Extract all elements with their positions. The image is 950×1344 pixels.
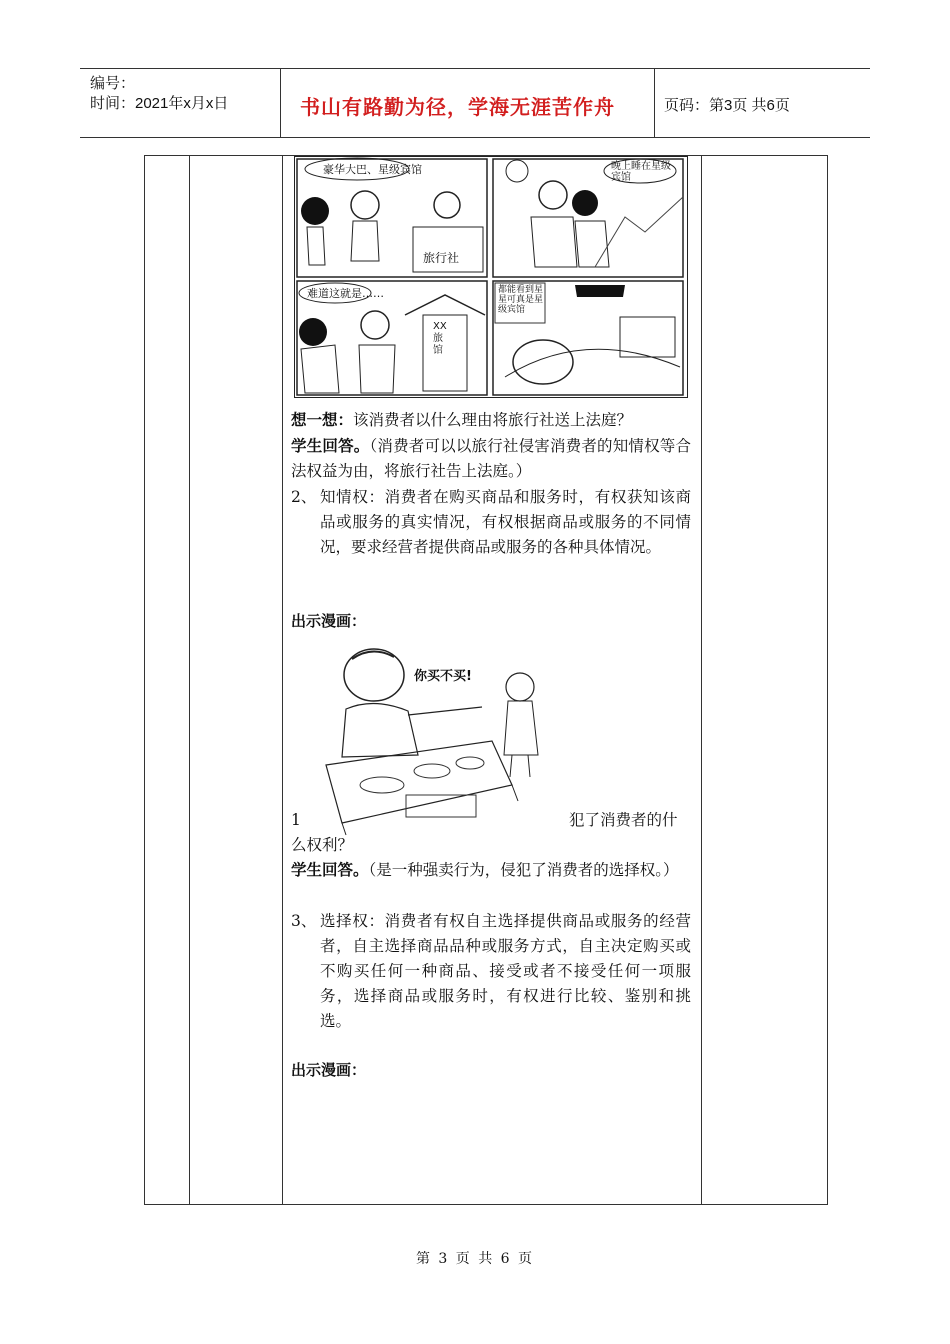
answer-2-label: 学生回答。 [291, 861, 369, 879]
answer-2-text: （是一种强卖行为，侵犯了消费者的选择权。） [368, 861, 679, 879]
serial-label: 编号： [90, 75, 136, 92]
question-1-label: 想一想： [291, 411, 354, 429]
answer-1 [291, 434, 691, 484]
date-label: 时间：2021年x月x日 [90, 95, 229, 112]
question-1-text: 该消费者以什么理由将旅行社送上法庭？ [353, 411, 633, 429]
list-item-number: 2、 [291, 488, 317, 506]
comic1-bubble-4: 都能看到星星可真是星级宾馆 [498, 285, 544, 315]
show-comic-label-1: 出示漫画： [291, 612, 367, 630]
answer-1-label: 学生回答。 [291, 437, 370, 455]
page-info: 页码：第3页 共6页 [664, 97, 790, 114]
forced-sale-comic [322, 645, 582, 837]
show-comic-label-2: 出示漫画： [291, 1061, 367, 1079]
comic1-sign-inn: XX旅馆 [433, 321, 447, 356]
answer-2 [291, 858, 691, 883]
question-2-start: 1 [291, 811, 301, 829]
list-item-text: 知情权：消费者在购买商品和服务时，有权获知该商品或服务的真实情况，有权根据商品或服务的不同情况，要求经营者提供商品或服务的各种具体情况。 [320, 488, 691, 556]
header-table [80, 68, 870, 138]
question-2-end: 犯了消费者的什 [569, 811, 678, 829]
list-item-text: 选择权：消费者有权自主选择提供商品或服务的经营者，自主选择商品品种或服务方式，自主决定购买或不购买任何一种商品、接受或者不接受任何一项服务，选择商品或服务时，有权进行比较、鉴别和挑选。 [320, 912, 691, 1030]
comic2-bubble: 你买不买! [414, 669, 472, 684]
comic1-sign-travel-agency: 旅行社 [423, 251, 460, 265]
list-item-number: 3、 [291, 912, 317, 930]
page-footer: 第 3 页 共 6 页 [415, 1251, 535, 1267]
question-2-line2: 么权利？ [291, 836, 354, 854]
comic1-bubble-1: 豪华大巴、星级宾馆 [323, 163, 422, 176]
comic1-bubble-2: 晚上睡在星级宾馆 [611, 161, 671, 183]
comic1-bubble-3: 难道这就是…… [307, 287, 384, 300]
answer-1-text: （消费者可以以旅行社侵害消费者的知情权等合法权益为由，将旅行社告上法庭。） [291, 437, 691, 480]
travel-agency-comic [294, 156, 688, 398]
motto-banner: 书山有路勤为径，学海无涯苦作舟 [300, 95, 615, 119]
question-1 [291, 408, 691, 433]
